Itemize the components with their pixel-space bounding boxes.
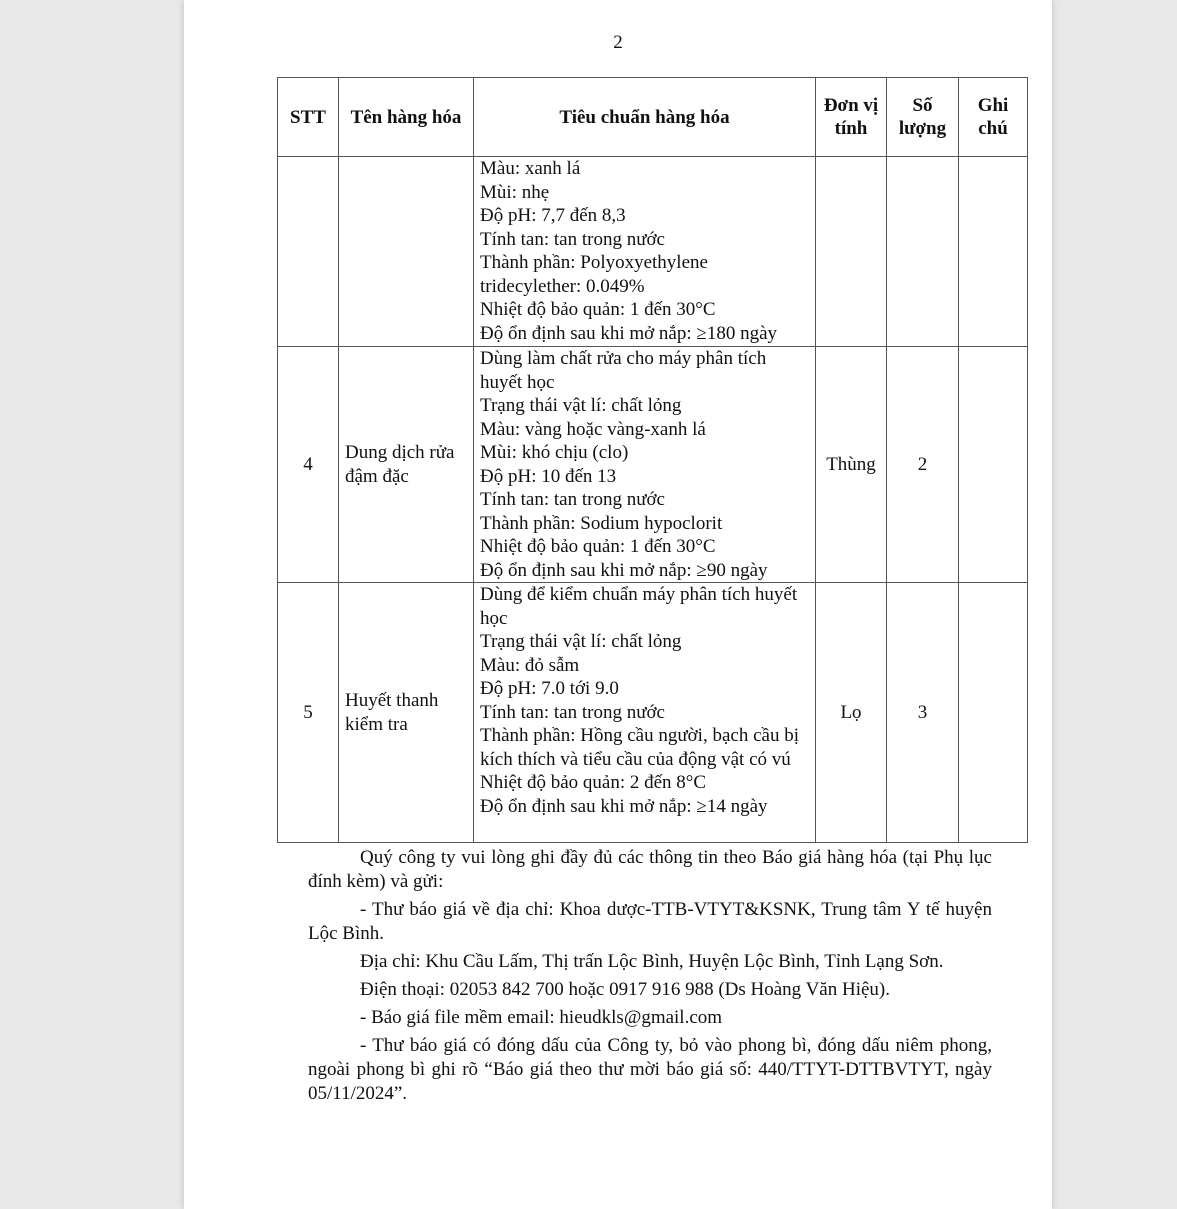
cell-name: Huyết thanh kiểm tra [339,583,474,843]
cell-note [959,583,1028,843]
spec-line: Độ ổn định sau khi mở nắp: ≥14 ngày [480,795,768,817]
cell-stt [278,157,339,347]
header-spec: Tiêu chuẩn hàng hóa [474,78,816,157]
spec-line: Màu: đỏ sẫm [480,654,580,676]
cell-qty [887,157,959,347]
page-number: 2 [613,32,623,53]
spec-line: Dùng làm chất rửa cho máy phân tích huyết học [480,348,767,393]
header-unit: Đơn vị tính [816,78,887,157]
document-page [184,0,1052,1209]
spec-line: Tính tan: tan trong nước [480,489,665,510]
spec-line: Độ ổn định sau khi mở nắp: ≥90 ngày [480,559,768,581]
notes-section [308,846,992,1110]
cell-unit [816,157,887,347]
spec-line: Tính tan: tan trong nước [480,701,665,723]
cell-name: Dung dịch rửa đậm đặc [339,347,474,583]
goods-table [277,77,1028,843]
spec-line: Độ pH: 10 đến 13 [480,465,617,487]
header-qty: Số lượng [887,78,959,157]
spec-line: Thành phần: Polyoxyethylene tridecylether: 0.049% [480,252,708,297]
spec-line: Mùi: nhẹ [480,181,550,203]
cell-qty: 3 [887,583,959,843]
header-note: Ghi chú [959,78,1028,157]
spec-line: Dùng để kiểm chuẩn máy phân tích huyết học [480,584,798,629]
spec-line: Độ ổn định sau khi mở nắp: ≥180 ngày [480,322,778,344]
spec-line: Nhiệt độ bảo quản: 1 đến 30°C [480,299,716,320]
cell-unit: Lọ [816,583,887,843]
note-paragraph: - Thư báo giá có đóng dấu của Công ty, bỏ vào phong bì, đóng dấu niêm phong, ngoài phong bì ghi rõ “Báo giá theo thư mời báo giá số: 440/TTYT-DTTBVTYT, ngày 05/11/2024”. [308,1035,992,1104]
note-paragraph: Điện thoại: 02053 842 700 hoặc 0917 916 988 (Ds Hoàng Văn Hiệu). [360,979,890,1000]
cell-spec [474,347,816,583]
cell-note [959,347,1028,583]
table-row [278,583,1028,843]
note-paragraph: Địa chỉ: Khu Cầu Lấm, Thị trấn Lộc Bình, Huyện Lộc Bình, Tỉnh Lạng Sơn. [360,951,944,972]
spec-line: Màu: vàng hoặc vàng-xanh lá [480,418,706,440]
cell-spec [474,583,816,843]
spec-line: Thành phần: Hồng cầu người, bạch cầu bị kích thích và tiểu cầu của động vật có vú [480,725,799,770]
cell-qty: 2 [887,347,959,583]
cell-note [959,157,1028,347]
cell-stt: 5 [278,583,339,843]
spec-line: Thành phần: Sodium hypoclorit [480,512,723,534]
spec-line: Độ pH: 7.0 tới 9.0 [480,678,619,699]
table-header-row [278,78,1028,157]
header-stt: STT [278,78,339,157]
spec-line: Trạng thái vật lí: chất lỏng [480,631,682,652]
spec-line: Nhiệt độ bảo quản: 2 đến 8°C [480,772,707,793]
table-row [278,347,1028,583]
spec-line: Tính tan: tan trong nước [480,228,665,250]
cell-stt: 4 [278,347,339,583]
spec-line: Mùi: khó chịu (clo) [480,442,629,463]
table-row [278,157,1028,347]
note-paragraph: Quý công ty vui lòng ghi đầy đủ các thông tin theo Báo giá hàng hóa (tại Phụ lục đính kèm) và gửi: [308,847,992,892]
spec-line: Độ pH: 7,7 đến 8,3 [480,205,626,226]
spec-line: Màu: xanh lá [480,158,581,179]
cell-unit: Thùng [816,347,887,583]
note-paragraph: - Thư báo giá về địa chỉ: Khoa dược-TTB-VTYT&KSNK, Trung tâm Y tế huyện Lộc Bình. [308,899,992,944]
cell-spec [474,157,816,347]
spec-line: Trạng thái vật lí: chất lỏng [480,395,682,416]
note-paragraph: - Báo giá file mềm email: hieudkls@gmail.com [360,1007,723,1028]
spec-line: Nhiệt độ bảo quản: 1 đến 30°C [480,536,716,557]
header-name: Tên hàng hóa [339,78,474,157]
cell-name [339,157,474,347]
